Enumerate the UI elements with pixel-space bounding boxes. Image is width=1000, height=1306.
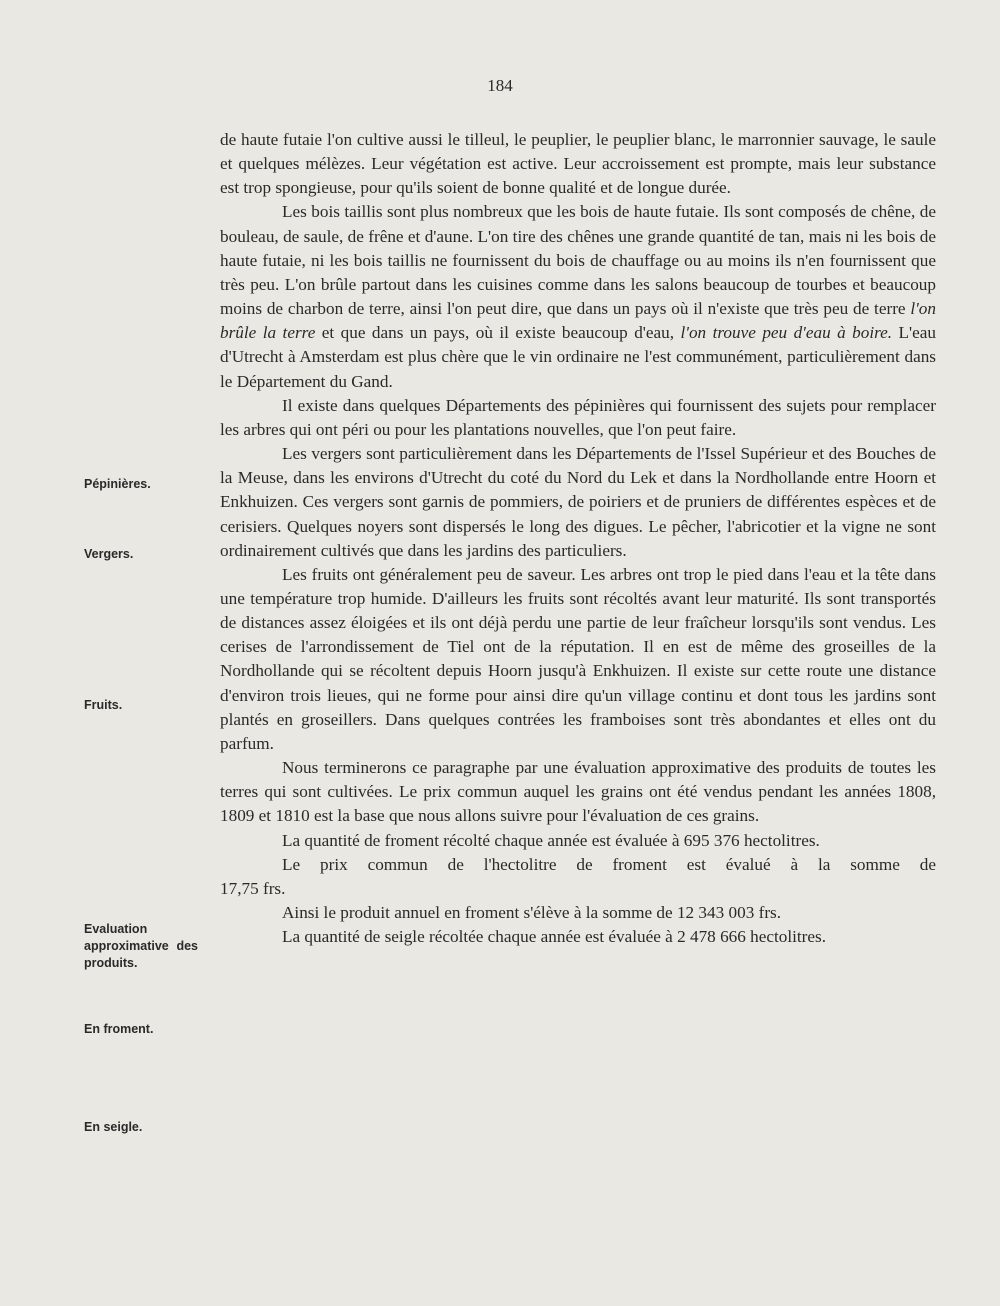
paragraph-froment-quantite: La quantité de froment récolté chaque année est évaluée à 695 376 hectolitres. [282,830,820,850]
margin-note-pepinieres: Pépinières. [84,477,151,491]
emphasis-brule-la-terre: l'on brûle la terre [220,299,936,343]
paragraph-froment-prix-valeur: 17,75 frs. [220,878,286,898]
margin-note-fruits: Fruits. [84,698,123,712]
paragraph-seigle-quantite: La quantité de seigle récoltée chaque année est évaluée à 2 478 666 hectolitres. [282,927,827,947]
paragraph-bois-taillis-part-b: et que dans un pays, où il existe beaucoup d'eau, [315,323,681,343]
paragraph-vergers: Les vergers sont particulièrement dans les Départements de l'Issel Supérieur et des Bouches de la Meuse, dans les environs d'Utrecht du coté du Nord du Lek et dans la Nordhollande entre Hoorn et Enkhuizen. Ces vergers sont garnis de pommiers, de poiriers et de pruniers de différentes espèces et de cerisiers. Quelques noyers sont dispersés le long des digues. Le pêcher, l'abricotier et la vigne ne sont ordinairement cultivés que dans les jardins des particuliers. [220,444,936,560]
paragraph-evaluation: Nous terminerons ce paragraphe par une évaluation approximative des produits de toutes les terres qui sont cultivées. Le prix commun auquel les grains ont été vendus pendant les années 1808, 1809 et 1810 est la base que nous allons suivre pour l'évaluation de ces grains. [220,758,936,826]
paragraph-pepinieres: Il existe dans quelques Départements des pépinières qui fournissent des sujets pour remplacer les arbres qui ont péri ou pour les plantations nouvelles, que l'on peut faire. [220,395,936,439]
body-text [220,128,936,949]
paragraph-froment-produit: Ainsi le produit annuel en froment s'élève à la somme de 12 343 003 frs. [282,903,782,922]
margin-note-vergers: Vergers. [84,547,134,561]
paragraph-bois-taillis-part-c: L'eau d'Utrecht à Amsterdam est plus chère que le vin ordinaire ne l'est communément, particulièrement dans le Département du Gand. [220,323,937,391]
paragraph-bois-taillis-part-a: Les bois taillis sont plus nombreux que les bois de haute futaie. Ils sont composés de chêne, de bouleau, de saule, de frêne et d'aune. L'on tire des chênes une grande quantité de tan, mais ni les bois de haute futaie, ni les bois taillis ne fournissent du bois de chauffage ou au moins ils n'en fournissent que très peu. L'on brûle partout dans les cuisines comme dans les salons beaucoup de tourbes et beaucoup moins de charbon de terre, ainsi l'on peut dire, que dans un pays où il n'existe que très peu de terre [220,202,936,319]
margin-note-evaluation: Evaluation approximative des produits. [84,922,198,970]
emphasis-peu-d-eau: l'on trouve peu d'eau à boire. [680,323,893,343]
page-number: 184 [487,76,513,95]
margin-note-seigle: En seigle. [84,1120,143,1134]
margin-note-froment: En froment. [84,1022,154,1036]
paragraph-bois-haute-futaie: de haute futaie l'on cultive aussi le tilleul, le peuplier, le peuplier blanc, le marronnier sauvage, le saule et quelques mélèzes. Leur végétation est active. Leur accroissement est prompte, mais leur substance est trop spongieuse, pour qu'ils soient de bonne qualité et de longue durée. [220,130,936,198]
paragraph-bois-taillis [220,200,936,393]
paragraph-fruits: Les fruits ont généralement peu de saveur. Les arbres ont trop le pied dans l'eau et la tête dans une température trop humide. D'ailleurs les fruits sont récoltés avant leur maturité. Ils sont transportés de distances assez éloigées et ils ont déjà perdu une partie de leur fraîcheur lorsqu'ils sont vendus. Les cerises de l'arrondissement de Tiel ont de la réputation. Il en est de même des groseilles de la Nordhollande qui se récoltent depuis Hoorn jusqu'à Enkhuizen. Il existe sur cette route une distance d'environ trois lieues, qui ne forme pour ainsi dire qu'un village continu et dont tous les jardins sont plantés en groseillers. Dans quelques contrées les framboises sont très abondantes et elles ont du parfum. [220,564,936,753]
paragraph-froment-prix: Le prix commun de l'hectolitre de froment est évalué à la somme de [282,854,936,874]
